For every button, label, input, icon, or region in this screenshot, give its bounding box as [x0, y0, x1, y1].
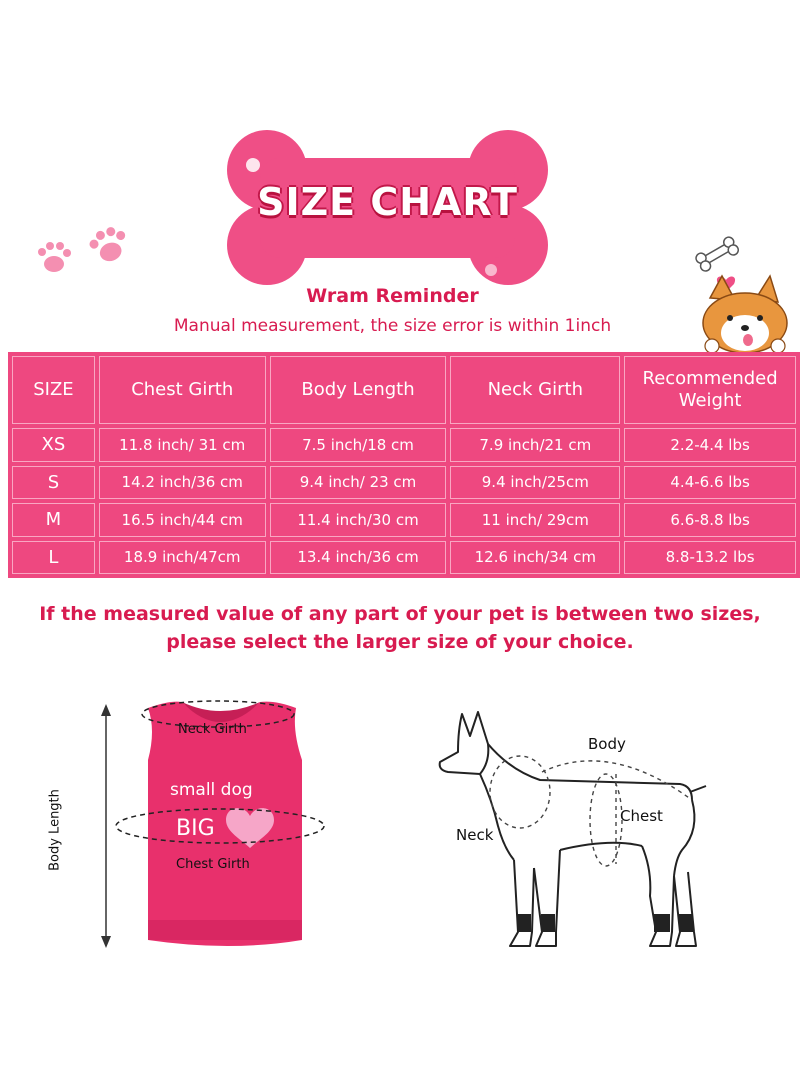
table-row — [12, 541, 796, 575]
chest-cell: 16.5 inch/44 cm — [99, 503, 266, 537]
body-cell: 13.4 inch/36 cm — [270, 541, 447, 575]
dog-neck-label: Neck — [456, 826, 494, 844]
weight-cell: 8.8-13.2 lbs — [624, 541, 796, 575]
body-cell: 7.5 inch/18 cm — [270, 428, 447, 462]
header-chest-girth: Chest Girth — [99, 356, 266, 424]
header-body-length: Body Length — [270, 356, 447, 424]
weight-cell: 2.2-4.4 lbs — [624, 428, 796, 462]
weight-cell: 4.4-6.6 lbs — [624, 466, 796, 500]
table-row — [12, 466, 796, 500]
header-weight-line2: Weight — [678, 390, 742, 411]
size-cell: S — [12, 466, 95, 500]
header-recommended-weight — [624, 356, 796, 424]
header-size: SIZE — [12, 356, 95, 424]
size-cell: M — [12, 503, 95, 537]
body-length-label: Body Length — [47, 789, 63, 871]
chest-girth-label: Chest Girth — [176, 857, 250, 872]
reminder-note: Manual measurement, the size error is within 1inch — [173, 316, 612, 336]
body-cell: 11.4 inch/30 cm — [270, 503, 447, 537]
neck-cell: 11 inch/ 29cm — [450, 503, 620, 537]
dog-body-label: Body — [588, 735, 626, 753]
chest-cell: 18.9 inch/47cm — [99, 541, 266, 575]
table-row — [12, 503, 796, 537]
advice-line1: If the measured value of any part of your pet is between two sizes, — [39, 603, 761, 625]
table-row — [12, 428, 796, 462]
advice-line2: please select the larger size of your choice. — [166, 631, 634, 653]
header-neck-girth: Neck Girth — [450, 356, 620, 424]
table-header-row — [12, 356, 796, 424]
neck-girth-label: Neck Girth — [178, 722, 247, 737]
size-table — [8, 352, 800, 578]
neck-cell: 9.4 inch/25cm — [450, 466, 620, 500]
weight-cell: 6.6-8.8 lbs — [624, 503, 796, 537]
paw-print-icon — [32, 222, 142, 282]
neck-cell: 12.6 inch/34 cm — [450, 541, 620, 575]
body-cell: 9.4 inch/ 23 cm — [270, 466, 447, 500]
shirt-print-big: BIG — [176, 816, 215, 841]
chest-cell: 11.8 inch/ 31 cm — [99, 428, 266, 462]
size-chart-title: SIZE CHART — [257, 180, 518, 224]
size-cell: L — [12, 541, 95, 575]
header-weight-line1: Recommended — [642, 368, 778, 389]
reminder-title: Wram Reminder — [306, 285, 479, 307]
size-cell: XS — [12, 428, 95, 462]
shirt-print-small-dog: small dog — [170, 780, 253, 800]
neck-cell: 7.9 inch/21 cm — [450, 428, 620, 462]
dog-chest-label: Chest — [620, 807, 663, 825]
chest-cell: 14.2 inch/36 cm — [99, 466, 266, 500]
sizing-advice — [0, 600, 800, 656]
